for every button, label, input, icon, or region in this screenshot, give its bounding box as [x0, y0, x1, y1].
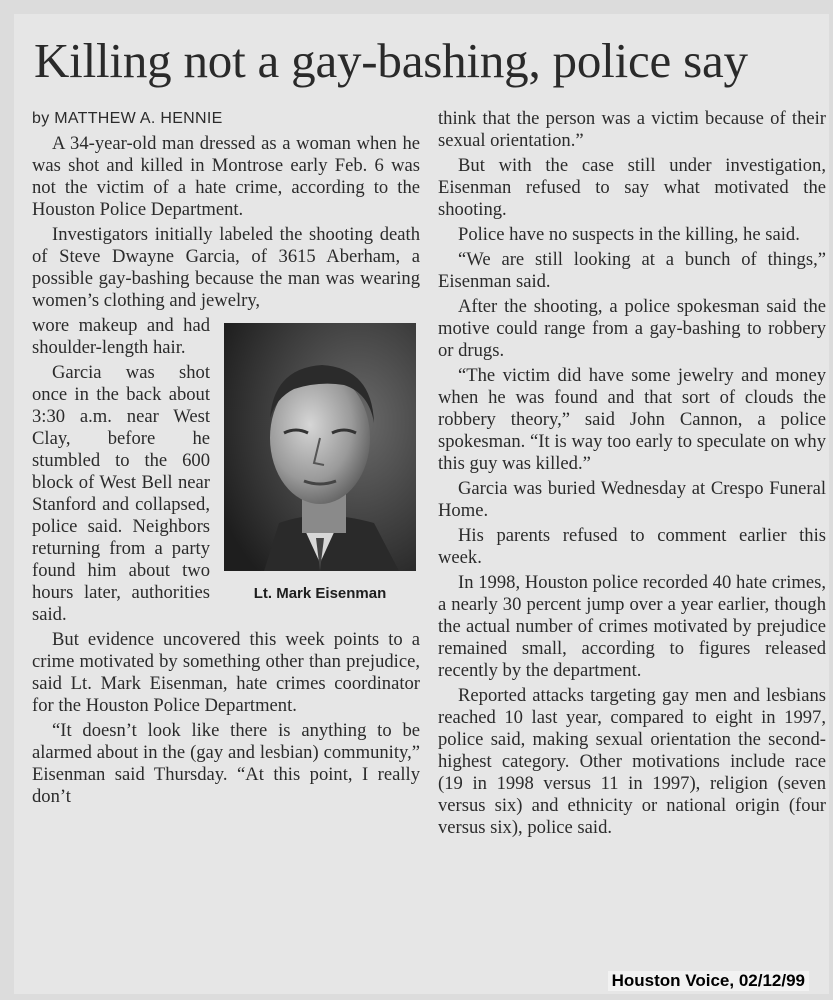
- paragraph: A 34-year-old man dressed as a woman when he was shot and killed in Montrose early Feb. 6 was not the victim of a hate crime, according to the Houston Police Department.: [32, 133, 420, 220]
- paragraph: But evidence uncovered this week points to a crime motivated by something other than prejudice, said Lt. Mark Eisenman, hate crimes coordinator for the Houston Police Department.: [32, 629, 420, 716]
- paragraph: But with the case still under investigation, Eisenman refused to say what motivated the shooting.: [438, 155, 826, 220]
- headline: Killing not a gay-bashing, police say: [34, 33, 748, 88]
- paragraph: After the shooting, a police spokesman said the motive could range from a gay-bashing to robbery or drugs.: [438, 296, 826, 361]
- paragraph: “It doesn’t look like there is anything to be alarmed about in the (gay and lesbian) community,” Eisenman said Thursday. “At this point, I really don’t: [32, 720, 420, 807]
- paragraph: Reported attacks targeting gay men and lesbians reached 10 last year, compared to eight in 1997, police said, making sexual orientation the second-highest category. Other motivations include race (19 in 1998 versus 11 in 1997), religion (seven versus six) and ethnicity or national origin (four versus six), police said.: [438, 685, 826, 838]
- paragraph: His parents refused to comment earlier this week.: [438, 525, 826, 568]
- paragraph: Investigators initially labeled the shooting death of Steve Dwayne Garcia, of 3615 Aberham, a possible gay-bashing because the man was wearing women’s clothing and jewelry,: [32, 224, 420, 311]
- paragraph: Garcia was shot once in the back about 3:30 a.m. near West Clay, before he stumbled to the 600 block of West Bell near Stanford and collapsed, police said. Neighbors returning from a party found him about two hours later, authorities said.: [32, 362, 210, 625]
- newspaper-clipping: [14, 14, 829, 994]
- paragraph: think that the person was a victim because of their sexual orientation.”: [438, 108, 826, 151]
- paragraph: Police have no suspects in the killing, he said.: [458, 224, 800, 245]
- paragraph: “The victim did have some jewelry and money when he was found and that sort of clouds the robbery theory,” said John Cannon, a police spokesman. “It is way too early to speculate on why this guy was killed.”: [438, 365, 826, 474]
- source-credit: Houston Voice, 02/12/99: [608, 971, 809, 991]
- photo-figure: [220, 323, 420, 605]
- portrait-illustration: [224, 323, 416, 571]
- paragraph: Garcia was buried Wednesday at Crespo Funeral Home.: [438, 478, 826, 521]
- article-column-2: [438, 108, 826, 842]
- article-column-1: [32, 108, 420, 811]
- byline: by MATTHEW A. HENNIE: [32, 110, 223, 127]
- portrait-photo: [224, 323, 416, 571]
- paragraph: wore makeup and had shoulder-length hair.: [32, 315, 210, 358]
- paragraph: “We are still looking at a bunch of things,” Eisenman said.: [438, 249, 826, 292]
- paragraph: In 1998, Houston police recorded 40 hate crimes, a nearly 30 percent jump over a year earlier, though the actual number of crimes motivated by prejudice remained small, according to figures released recently by the department.: [438, 572, 826, 681]
- photo-caption: Lt. Mark Eisenman: [253, 585, 387, 602]
